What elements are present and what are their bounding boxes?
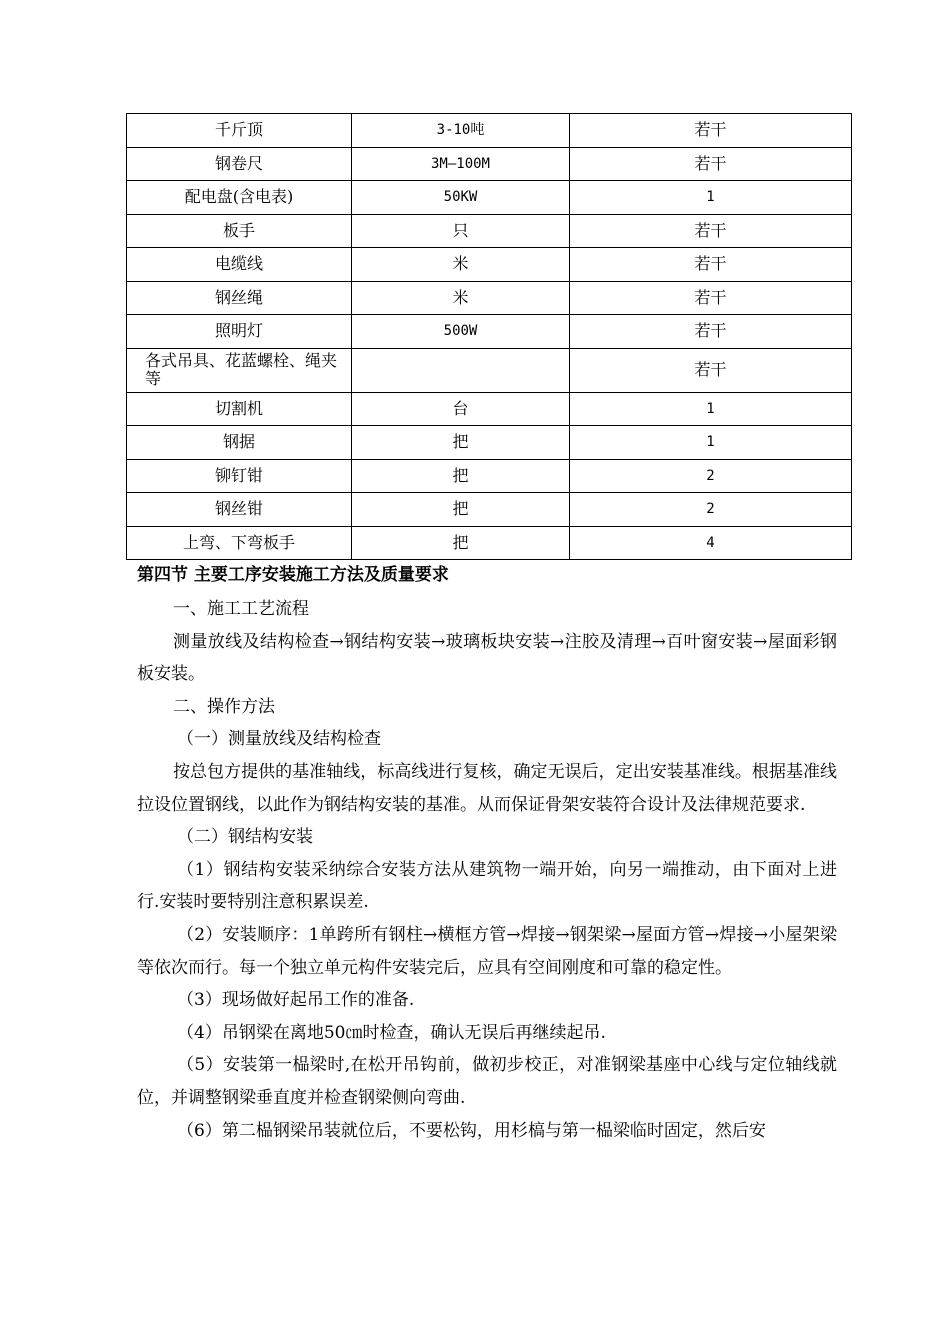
table-cell-qty: 1: [570, 426, 852, 460]
table-cell-qty: 若干: [570, 281, 852, 315]
table-cell-spec: 台: [352, 392, 570, 426]
table-cell-qty: 若干: [570, 147, 852, 181]
table-cell-qty: 若干: [570, 348, 852, 392]
table-cell-qty: 2: [570, 459, 852, 493]
table-row: [127, 181, 852, 215]
table-cell-name: 电缆线: [127, 248, 352, 282]
table-cell-spec: 把: [352, 493, 570, 527]
table-cell-qty: 若干: [570, 114, 852, 148]
table-row: [127, 214, 852, 248]
table-cell-qty: 2: [570, 493, 852, 527]
table-row: [127, 426, 852, 460]
table-row: [127, 147, 852, 181]
table-cell-name: 钢据: [127, 426, 352, 460]
table-cell-spec: [352, 348, 570, 392]
heading-process-flow: 一、施工工艺流程: [173, 599, 309, 619]
table-cell-qty: 1: [570, 181, 852, 215]
section-body: [137, 563, 837, 1147]
table-row: [127, 315, 852, 349]
table-cell-name: 钢丝绳: [127, 281, 352, 315]
table-row: [127, 493, 852, 527]
table-row: [127, 281, 852, 315]
table-cell-name: 钢丝钳: [127, 493, 352, 527]
subheading-survey: （一）测量放线及结构检查: [177, 729, 381, 750]
table-row: [127, 526, 852, 560]
equipment-table: [126, 113, 852, 560]
table-row: [127, 114, 852, 148]
table-row: [127, 348, 852, 392]
table-cell-name: 配电盘(含电表): [127, 181, 352, 215]
paragraph-step-3: （3）现场做好起吊工作的准备.: [177, 990, 415, 1011]
table-cell-name: 钢卷尺: [127, 147, 352, 181]
paragraph-survey: 按总包方提供的基准轴线，标高线进行复核，确定无误后，定出安装基准线。根据基准线拉设位置钢线，以此作为钢结构安装的基准。从而保证骨架安装符合设计及法律规范要求.: [137, 761, 837, 815]
paragraph-step-5: （5）安装第一榀梁时,在松开吊钩前，做初步校正，对准钢梁基座中心线与定位轴线就位，并调整钢梁垂直度并检查钢梁侧向弯曲.: [137, 1055, 837, 1108]
table-cell-name: 照明灯: [127, 315, 352, 349]
table-row: [127, 392, 852, 426]
heading-operation-methods: 二、操作方法: [173, 696, 275, 717]
table-cell-name: 板手: [127, 214, 352, 248]
table-cell-name: 千斤顶: [127, 114, 352, 148]
table-cell-spec: 把: [352, 526, 570, 560]
table-cell-spec: 把: [352, 426, 570, 460]
table-cell-name: 切割机: [127, 392, 352, 426]
table-cell-spec: 把: [352, 459, 570, 493]
table-row: [127, 248, 852, 282]
table-cell-spec: 米: [352, 248, 570, 282]
equipment-table-body: [127, 114, 852, 560]
table-cell-spec: 3-10吨: [352, 114, 570, 148]
table-cell-spec: 3M—100M: [352, 147, 570, 181]
table-cell-qty: 若干: [570, 315, 852, 349]
table-cell-qty: 若干: [570, 248, 852, 282]
paragraph-step-2: （2）安装顺序：1单跨所有钢柱→横框方管→焊接→钢架梁→屋面方管→焊接→小屋架梁等依次而行。每一个独立单元构件安装完后，应具有空间刚度和可靠的稳定性。: [137, 924, 837, 978]
table-cell-qty: 1: [570, 392, 852, 426]
subheading-steel-install: （二）钢结构安装: [177, 827, 313, 848]
paragraph-step-1: （1）钢结构安装采纳综合安装方法从建筑物一端开始，向另一端推动，由下面对上进行.安装时要特别注意积累误差.: [137, 859, 837, 913]
section-title: 第四节 主要工序安装施工方法及质量要求: [137, 565, 449, 585]
table-cell-spec: 米: [352, 281, 570, 315]
table-row: [127, 459, 852, 493]
table-cell-spec: 只: [352, 214, 570, 248]
table-cell-name: 铆钉钳: [127, 459, 352, 493]
table-cell-name: 各式吊具、花蓝螺栓、绳夹等: [127, 348, 352, 392]
table-cell-qty: 若干: [570, 214, 852, 248]
table-cell-spec: 500W: [352, 315, 570, 349]
table-cell-spec: 50KW: [352, 181, 570, 215]
table-cell-name: 上弯、下弯板手: [127, 526, 352, 560]
paragraph-step-6: （6）第二榀钢梁吊装就位后，不要松钩，用杉槁与第一榀梁临时固定，然后安: [177, 1120, 766, 1141]
table-cell-qty: 4: [570, 526, 852, 560]
paragraph-process-flow: 测量放线及结构检查→钢结构安装→玻璃板块安装→注胶及清理→百叶窗安装→屋面彩钢板安装。: [137, 631, 837, 685]
paragraph-step-4: （4）吊钢梁在离地50㎝时检查，确认无误后再继续起吊.: [177, 1022, 606, 1043]
